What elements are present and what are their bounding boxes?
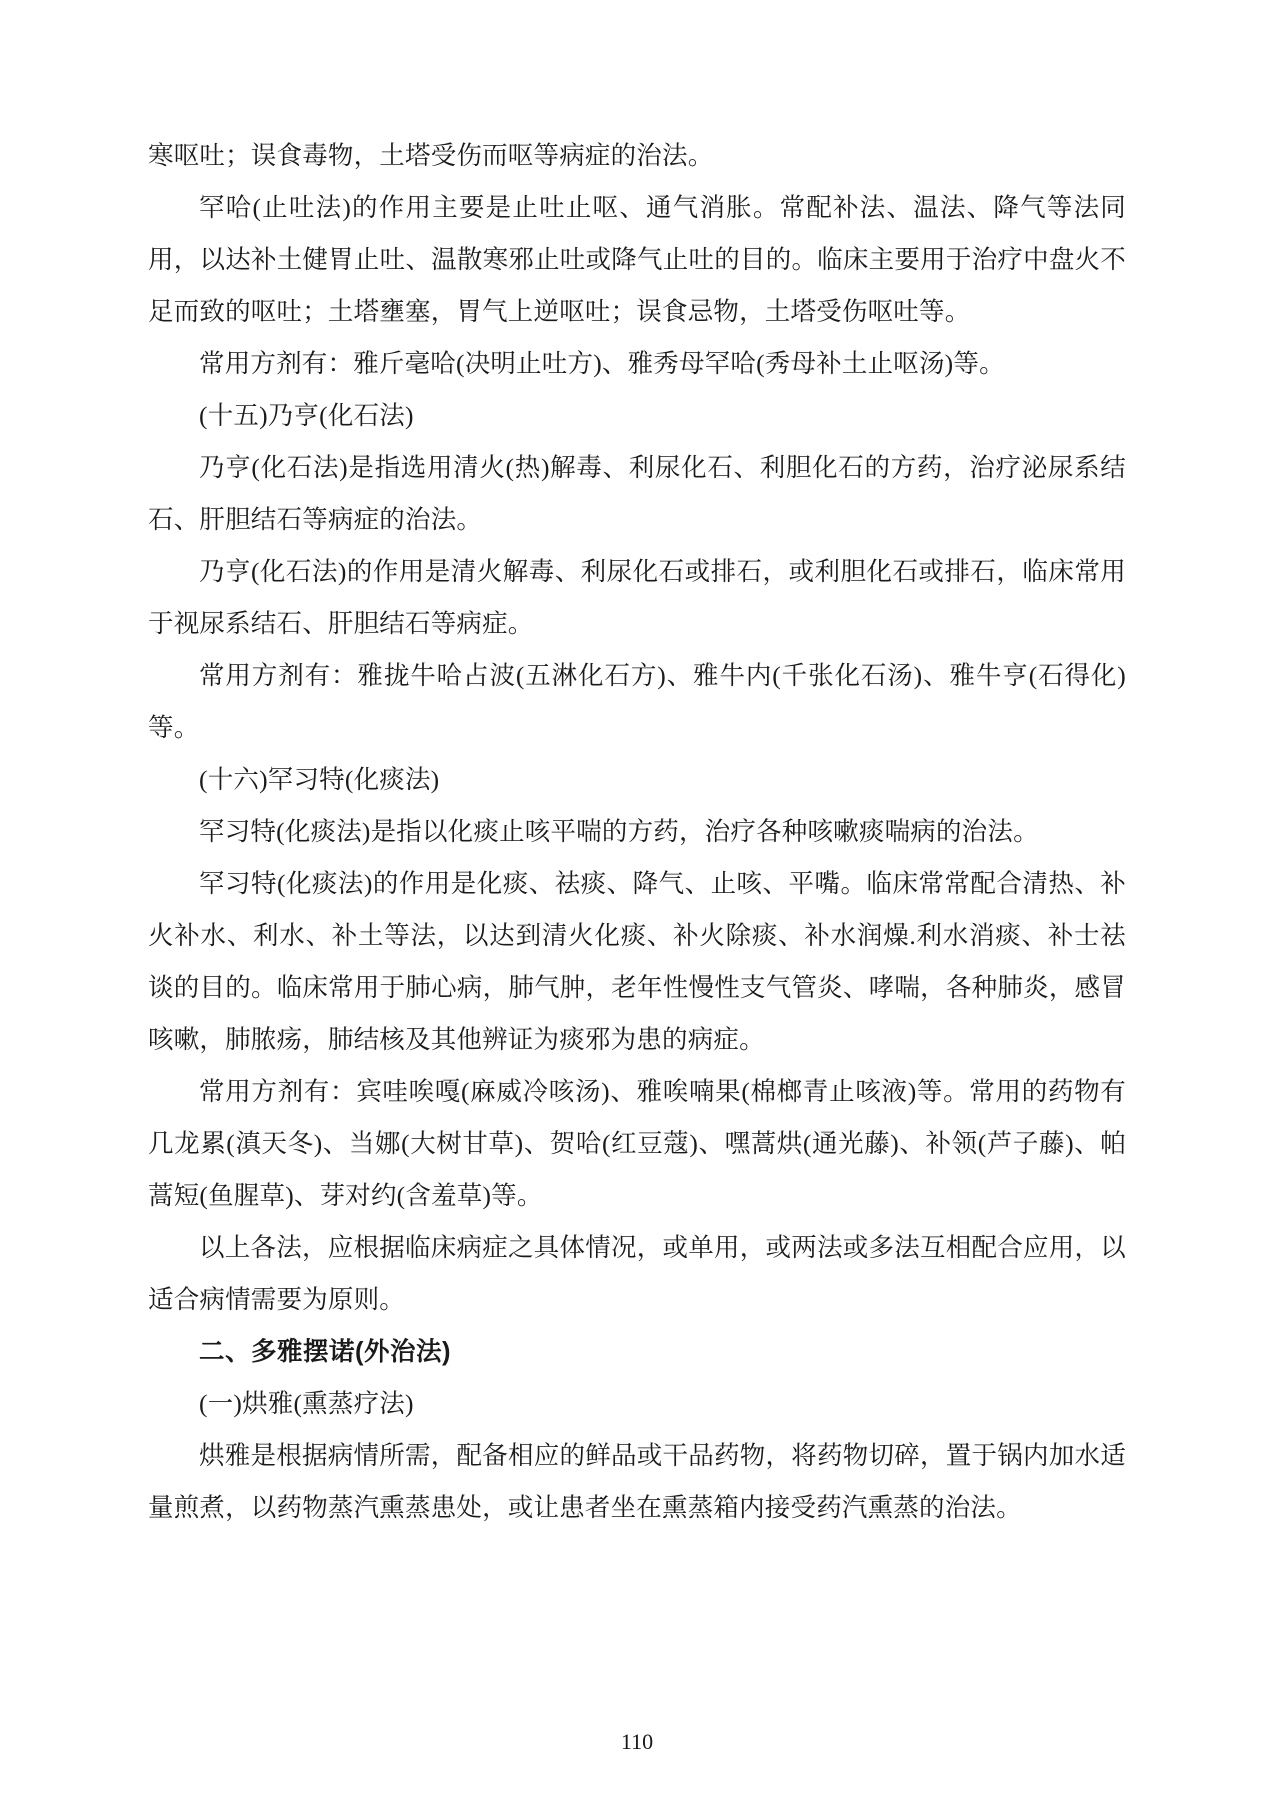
- subsection-heading-15: (十五)乃亨(化石法): [199, 401, 414, 430]
- paragraph: 乃亨(化石法)是指选用清火(热)解毒、利尿化石、利胆化石的方药，治疗泌尿系结石、肝胆结石等病症的治法。: [148, 453, 1126, 534]
- page-number: 110: [620, 1729, 654, 1754]
- subsection-heading-1: (一)烘雅(熏蒸疗法): [199, 1389, 414, 1418]
- paragraph: 以上各法，应根据临床病症之具体情况，或单用，或两法或多法互相配合应用，以适合病情需要为原则。: [148, 1233, 1126, 1314]
- paragraph: 常用方剂有：雅拢牛哈占波(五淋化石方)、雅牛内(千张化石汤)、雅牛亨(石得化)等。: [148, 661, 1126, 742]
- paragraph: 罕哈(止吐法)的作用主要是止吐止呕、通气消胀。常配补法、温法、降气等法同用，以达补土健胃止吐、温散寒邪止吐或降气止吐的目的。临床主要用于治疗中盘火不足而致的呕吐；土塔壅塞，胃气上逆呕吐；误食忌物，土塔受伤呕吐等。: [148, 193, 1126, 326]
- paragraph: 寒呕吐；误食毒物，土塔受伤而呕等病症的治法。: [148, 141, 714, 170]
- paragraph: 常用方剂有：雅斤毫哈(决明止吐方)、雅秀母罕哈(秀母补土止呕汤)等。: [199, 349, 1005, 378]
- paragraph: 乃亨(化石法)的作用是清火解毒、利尿化石或排石，或利胆化石或排石，临床常用于视尿系结石、肝胆结石等病症。: [148, 557, 1126, 638]
- paragraph: 常用方剂有：宾哇唉嘎(麻威冷咳汤)、雅唉喃果(棉榔青止咳液)等。常用的药物有几龙累(滇天冬)、当娜(大树甘草)、贺哈(红豆蔻)、嘿蒿烘(通光藤)、补领(芦子藤)、帕蒿短(鱼腥草)、芽对约(含羞草)等。: [148, 1077, 1126, 1210]
- paragraph: 罕习特(化痰法)是指以化痰止咳平喘的方药，治疗各种咳嗽痰喘病的治法。: [199, 817, 1039, 846]
- paragraph: 烘雅是根据病情所需，配备相应的鲜品或干品药物，将药物切碎，置于锅内加水适量煎煮，以药物蒸汽熏蒸患处，或让患者坐在熏蒸箱内接受药汽熏蒸的治法。: [148, 1441, 1126, 1522]
- section-heading: 二、多雅摆诺(外治法): [199, 1338, 451, 1366]
- paragraph: 罕习特(化痰法)的作用是化痰、祛痰、降气、止咳、平嘴。临床常常配合清热、补火补水、利水、补土等法，以达到清火化痰、补火除痰、补水润燥.利水消痰、补士祛谈的目的。临床常用于肺心病，肺气肿，老年性慢性支气管炎、哮喘，各种肺炎，感冒咳嗽，肺脓疡，肺结核及其他辨证为痰邪为患的病症。: [148, 869, 1126, 1054]
- subsection-heading-16: (十六)罕习特(化痰法): [199, 765, 440, 794]
- page-body: [148, 130, 1126, 1534]
